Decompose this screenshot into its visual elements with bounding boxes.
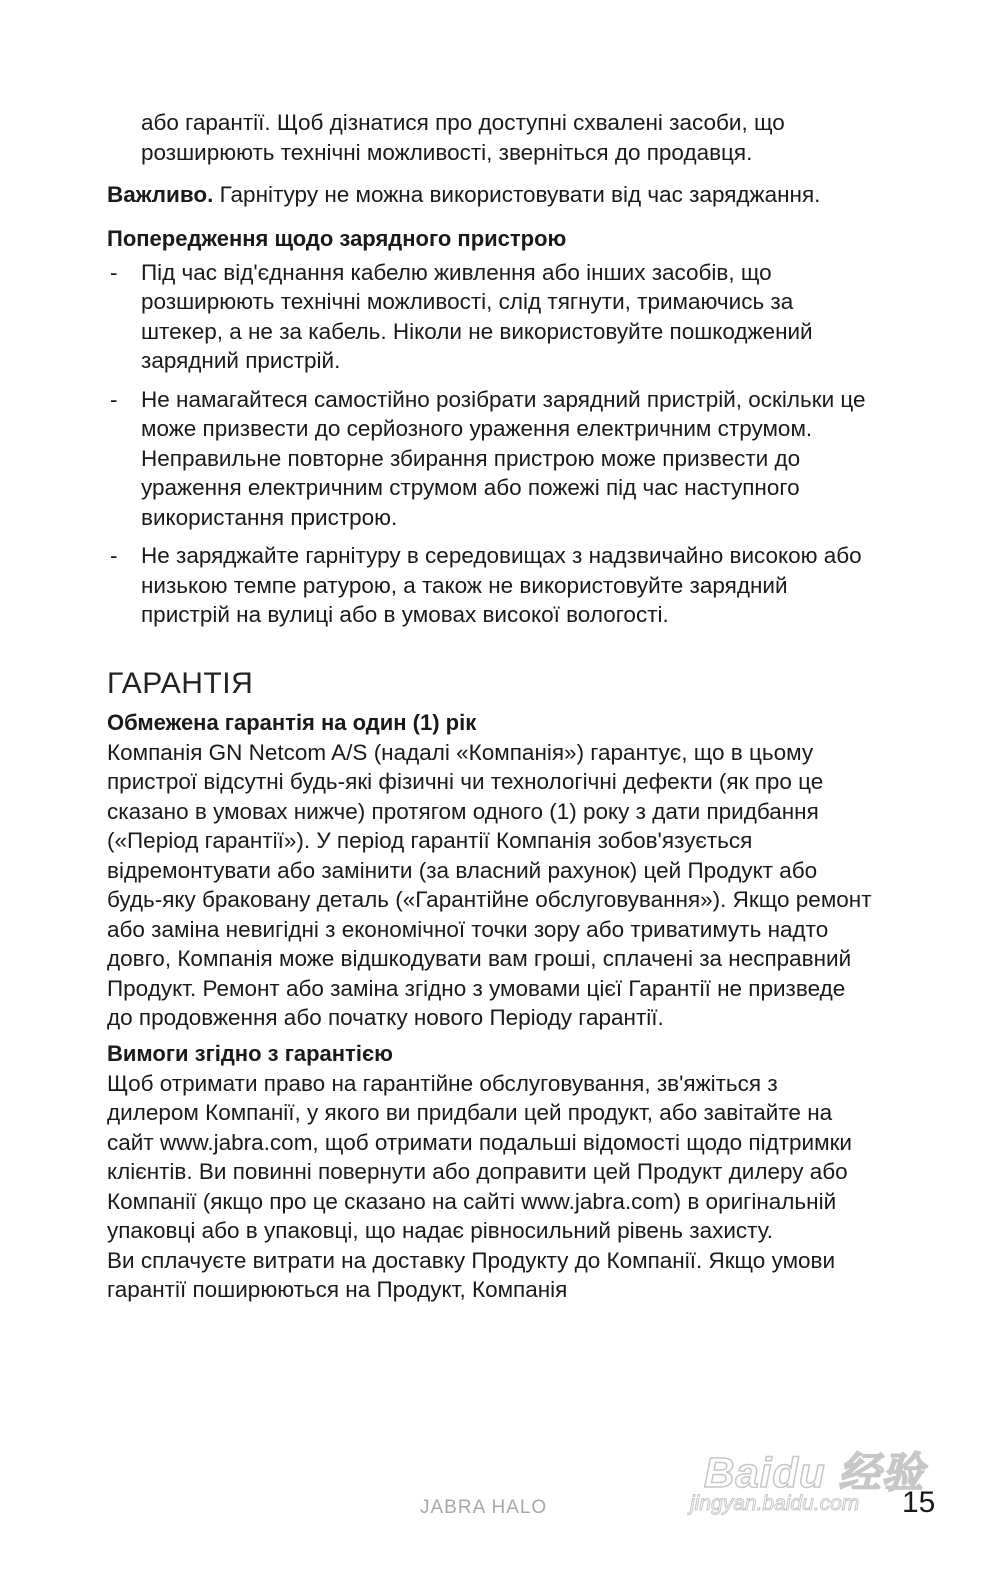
- requirements-text-2: Ви сплачуєте витрати на доставку Продукту до Компанії. Якщо умови гарантії поширюються на Продукт, Компанія: [107, 1247, 836, 1302]
- requirements-text-1: Щоб отримати право на гарантійне обслуговування, зв'яжіться з дилером Компанії, у якого ви придбали цей продукт, або завітайте на сайт www.jabra.com, щоб отримати подальші відомості щодо підтримки клієнтів. Ви повинні повернути або доправити цей Продукт дилеру або Компанії (якщо про це сказано на сайті www.jabra.com) в оригінальній упаковці або в упаковці, що надає рівносильний рівень захисту.: [107, 1070, 852, 1243]
- charger-warning-heading: Попередження щодо зарядного пристрою: [107, 225, 567, 251]
- watermark-logo: Baidu 经验: [704, 1449, 925, 1496]
- page-content: [107, 108, 872, 1305]
- limited-warranty-text: Компанія GN Netcom A/S (надалі «Компанія») гарантує, що в цьому пристрої відсутні будь-які фізичні чи технологічні дефекти (як про це сказано в умовах нижче) протягом одного (1) року з дати придбання («Період гарантії»). У період гарантії Компанія зобов'язується відремонтувати або замінити (за власний рахунок) цей Продукт або будь-яку браковану деталь («Гарантійне обслуговування»). Якщо ремонт або заміна невигідні з економічної точки зору або триватимуть надто довго, Компанія може відшкодувати вам гроші, сплачені за несправний Продукт. Ремонт або заміна згідно з умовами цієї Гарантії не призведе до продовження або початку нового Періоду гарантії.: [107, 739, 872, 1030]
- top-paragraph: або гарантії. Щоб дізнатися про доступні схвалені засоби, що розширюють технічні можливості, зверніться до продавця.: [141, 110, 785, 165]
- important-note: [107, 180, 872, 210]
- warranty-title: ГАРАНТІЯ: [107, 666, 254, 700]
- dash-bullet: -: [110, 386, 118, 412]
- dash-bullet: -: [110, 259, 118, 285]
- important-label: Важливо.: [107, 182, 214, 207]
- list-item: [107, 258, 872, 376]
- limited-warranty-heading: Обмежена гарантія на один (1) рік: [107, 709, 477, 735]
- list-item-text: Не заряджайте гарнітуру в середовищах з надзвичайно високою або низькою темпе ратурою, а також не використовуйте зарядний пристрій на вулиці або в умовах високої вологості.: [141, 543, 862, 627]
- list-item: [107, 541, 872, 630]
- page-number: 15: [902, 1486, 936, 1519]
- requirements-heading: Вимоги згідно з гарантією: [107, 1040, 393, 1066]
- charger-warning-list: [107, 258, 872, 630]
- list-item-text: Не намагайтеся самостійно розібрати зарядний пристрій, оскільки це може призвести до серйозного ураження електричним струмом. Неправильне повторне збирання пристрою може призвести до ураження електричним струмом або пожежі під час наступного використання пристрою.: [141, 386, 866, 530]
- list-item-text: Під час від'єднання кабелю живлення або інших засобів, що розширюють технічні можливості, слід тягнути, тримаючись за штекер, а не за кабель. Ніколи не використовуйте пошкоджений зарядний пристрій.: [141, 259, 813, 373]
- important-text: Гарнітуру не можна використовувати від час заряджання.: [213, 182, 821, 207]
- dash-bullet: -: [110, 543, 118, 568]
- watermark-site: jingyan.baidu.com: [690, 1492, 860, 1515]
- footer-brand: JABRA HALO: [420, 1497, 548, 1518]
- list-item: [107, 385, 872, 533]
